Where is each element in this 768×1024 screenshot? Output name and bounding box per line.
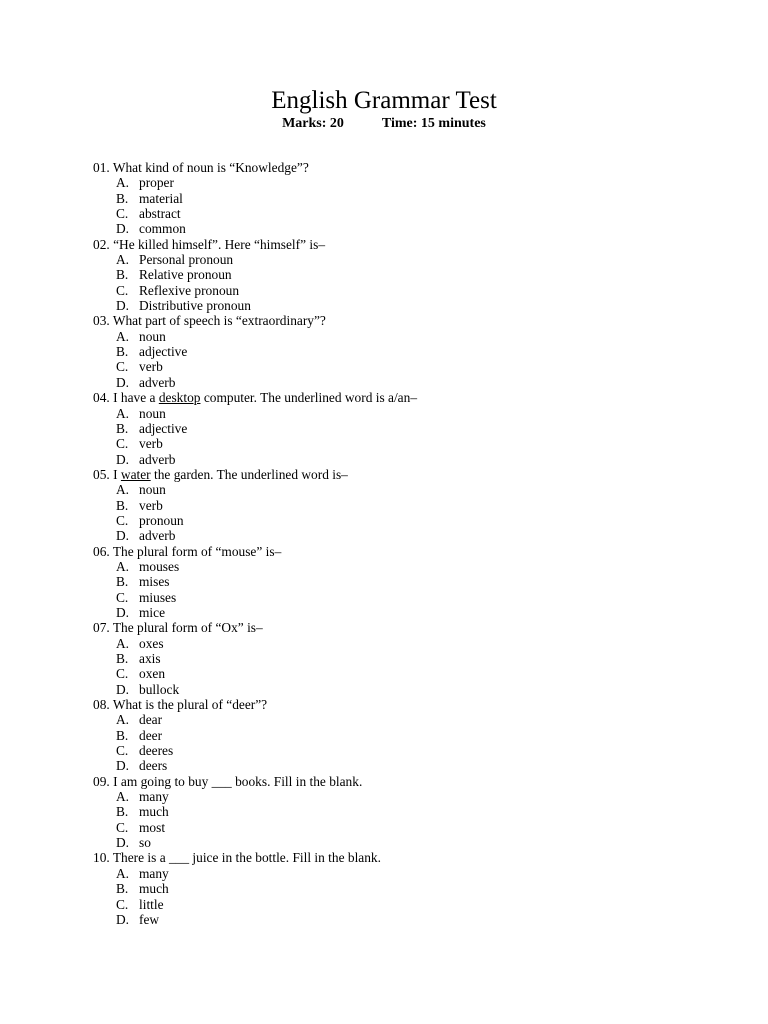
option-letter: B.: [116, 727, 129, 743]
option-letter: B.: [116, 881, 129, 897]
option-letter: D.: [116, 298, 130, 314]
option-list: [93, 252, 713, 313]
answer-option: [93, 743, 713, 758]
option-text: oxes: [139, 635, 164, 651]
option-text: many: [139, 789, 169, 805]
question-text: [93, 467, 713, 482]
option-letter: A.: [116, 405, 130, 421]
answer-option: [93, 574, 713, 589]
option-text: mises: [139, 574, 170, 590]
option-text: verb: [139, 436, 163, 452]
option-letter: C.: [116, 743, 129, 759]
question-block: [93, 237, 713, 314]
answer-option: [93, 866, 713, 881]
answer-option: [93, 528, 713, 543]
option-letter: A.: [116, 789, 130, 805]
option-list: [93, 406, 713, 467]
question-text: [93, 620, 713, 635]
question-prefix: 08. What is the plural of “deer”?: [93, 697, 268, 713]
option-list: [93, 559, 713, 620]
option-letter: A.: [116, 252, 130, 268]
option-letter: D.: [116, 528, 130, 544]
question-block: [93, 313, 713, 390]
answer-option: [93, 406, 713, 421]
answer-option: [93, 513, 713, 528]
question-prefix: 06. The plural form of “mouse” is–: [93, 543, 282, 559]
option-letter: B.: [116, 651, 129, 666]
option-letter: B.: [116, 497, 129, 513]
question-text: [93, 697, 713, 712]
question-text: [93, 237, 713, 252]
question-block: [93, 774, 713, 851]
option-text: common: [139, 221, 186, 237]
answer-option: [93, 912, 713, 927]
test-info: [0, 115, 768, 132]
option-text: pronoun: [139, 512, 184, 528]
underlined-word: desktop: [158, 390, 201, 406]
option-text: noun: [139, 405, 166, 421]
underlined-word: water: [120, 466, 151, 482]
question-text: [93, 850, 713, 865]
option-text: proper: [139, 175, 174, 191]
answer-option: [93, 329, 713, 344]
answer-option: [93, 191, 713, 206]
question-prefix: 05. I: [93, 466, 121, 482]
option-letter: D.: [116, 911, 130, 927]
option-letter: A.: [116, 482, 130, 498]
answer-option: [93, 298, 713, 313]
answer-option: [93, 881, 713, 896]
question-prefix: 01. What kind of noun is “Knowledge”?: [93, 160, 309, 175]
time-label: Time: 15 minutes: [381, 116, 486, 131]
answer-option: [93, 712, 713, 727]
answer-option: [93, 789, 713, 804]
answer-option: [93, 344, 713, 359]
option-letter: C.: [116, 282, 129, 298]
option-letter: C.: [116, 206, 129, 222]
option-letter: B.: [116, 267, 129, 283]
option-text: Distributive pronoun: [139, 298, 251, 314]
option-letter: C.: [116, 896, 129, 912]
option-text: bullock: [139, 681, 180, 697]
question-prefix: 10. There is a ___ juice in the bottle. Fill in the blank.: [93, 850, 381, 866]
option-letter: D.: [116, 681, 130, 697]
answer-option: [93, 252, 713, 267]
option-letter: C.: [116, 819, 129, 835]
option-list: [93, 636, 713, 697]
option-text: deeres: [139, 743, 174, 759]
answer-option: [93, 375, 713, 390]
question-text: [93, 544, 713, 559]
answer-option: [93, 206, 713, 221]
page-title: English Grammar Test: [271, 87, 497, 114]
answer-option: [93, 651, 713, 666]
answer-option: [93, 267, 713, 282]
option-letter: B.: [116, 190, 129, 206]
option-text: mouses: [139, 558, 180, 574]
option-text: noun: [139, 482, 166, 498]
option-letter: A.: [116, 712, 130, 728]
option-text: adjective: [139, 420, 188, 436]
answer-option: [93, 666, 713, 681]
question-list: [93, 160, 713, 927]
question-prefix: 04. I have a: [93, 390, 159, 406]
option-letter: B.: [116, 574, 129, 590]
answer-option: [93, 897, 713, 912]
option-letter: B.: [116, 804, 129, 820]
option-text: Relative pronoun: [139, 267, 232, 283]
option-text: many: [139, 865, 169, 881]
option-letter: B.: [116, 420, 129, 436]
option-letter: C.: [116, 359, 129, 375]
option-letter: D.: [116, 374, 130, 390]
option-letter: C.: [116, 436, 129, 452]
option-text: adverb: [139, 451, 176, 467]
option-letter: A.: [116, 175, 130, 191]
option-text: much: [139, 881, 169, 897]
question-prefix: 09. I am going to buy ___ books. Fill in the blank.: [93, 773, 363, 789]
option-text: most: [139, 819, 166, 835]
question-suffix: the garden. The underlined word is–: [150, 466, 348, 482]
option-list: [93, 866, 713, 927]
question-block: [93, 850, 713, 927]
question-text: [93, 160, 713, 175]
answer-option: [93, 682, 713, 697]
option-list: [93, 329, 713, 390]
answer-option: [93, 421, 713, 436]
option-letter: D.: [116, 451, 130, 467]
answer-option: [93, 175, 713, 190]
option-text: Personal pronoun: [139, 252, 234, 268]
option-text: oxen: [139, 666, 166, 682]
question-text: [93, 390, 713, 405]
option-letter: D.: [116, 221, 130, 237]
option-text: axis: [139, 651, 161, 666]
option-text: verb: [139, 359, 163, 375]
answer-option: [93, 820, 713, 835]
option-letter: A.: [116, 635, 130, 651]
answer-option: [93, 283, 713, 298]
option-letter: A.: [116, 328, 130, 344]
option-letter: B.: [116, 344, 129, 360]
option-text: little: [139, 896, 164, 912]
answer-option: [93, 590, 713, 605]
option-text: mice: [139, 604, 166, 620]
option-text: deer: [139, 727, 163, 743]
option-letter: C.: [116, 666, 129, 682]
option-text: deers: [139, 758, 168, 774]
answer-option: [93, 605, 713, 620]
answer-option: [93, 498, 713, 513]
question-prefix: 07. The plural form of “Ox” is–: [93, 620, 263, 636]
option-text: noun: [139, 328, 166, 344]
answer-option: [93, 452, 713, 467]
answer-option: [93, 804, 713, 819]
option-letter: D.: [116, 604, 130, 620]
option-text: verb: [139, 497, 163, 513]
question-block: [93, 390, 713, 467]
question-block: [93, 697, 713, 774]
option-text: abstract: [139, 206, 181, 222]
option-text: material: [139, 190, 183, 206]
question-block: [93, 160, 713, 237]
question-block: [93, 467, 713, 544]
answer-option: [93, 359, 713, 374]
option-letter: A.: [116, 558, 130, 574]
question-text: [93, 774, 713, 789]
question-prefix: 02. “He killed himself”. Here “himself” is–: [93, 236, 326, 252]
option-list: [93, 712, 713, 773]
option-letter: C.: [116, 589, 129, 605]
question-suffix: computer. The underlined word is a/an–: [200, 390, 418, 406]
answer-option: [93, 636, 713, 651]
answer-option: [93, 221, 713, 236]
answer-option: [93, 835, 713, 850]
option-text: adjective: [139, 344, 188, 360]
answer-option: [93, 559, 713, 574]
question-prefix: 03. What part of speech is “extraordinary”?: [93, 313, 326, 329]
marks-label: Marks: 20: [282, 116, 344, 131]
answer-option: [93, 482, 713, 497]
option-list: [93, 789, 713, 850]
option-letter: D.: [116, 758, 130, 774]
answer-option: [93, 728, 713, 743]
question-text: [93, 313, 713, 328]
option-list: [93, 482, 713, 543]
option-letter: D.: [116, 835, 130, 851]
option-list: [93, 175, 713, 236]
answer-option: [93, 436, 713, 451]
question-block: [93, 620, 713, 697]
option-text: dear: [139, 712, 163, 728]
option-letter: C.: [116, 512, 129, 528]
question-block: [93, 544, 713, 621]
answer-option: [93, 758, 713, 773]
option-text: miuses: [139, 589, 177, 605]
option-text: much: [139, 804, 169, 820]
option-text: adverb: [139, 528, 176, 544]
option-text: so: [139, 835, 151, 851]
option-text: Reflexive pronoun: [139, 282, 240, 298]
option-text: adverb: [139, 374, 176, 390]
option-text: few: [139, 911, 160, 927]
option-letter: A.: [116, 865, 130, 881]
